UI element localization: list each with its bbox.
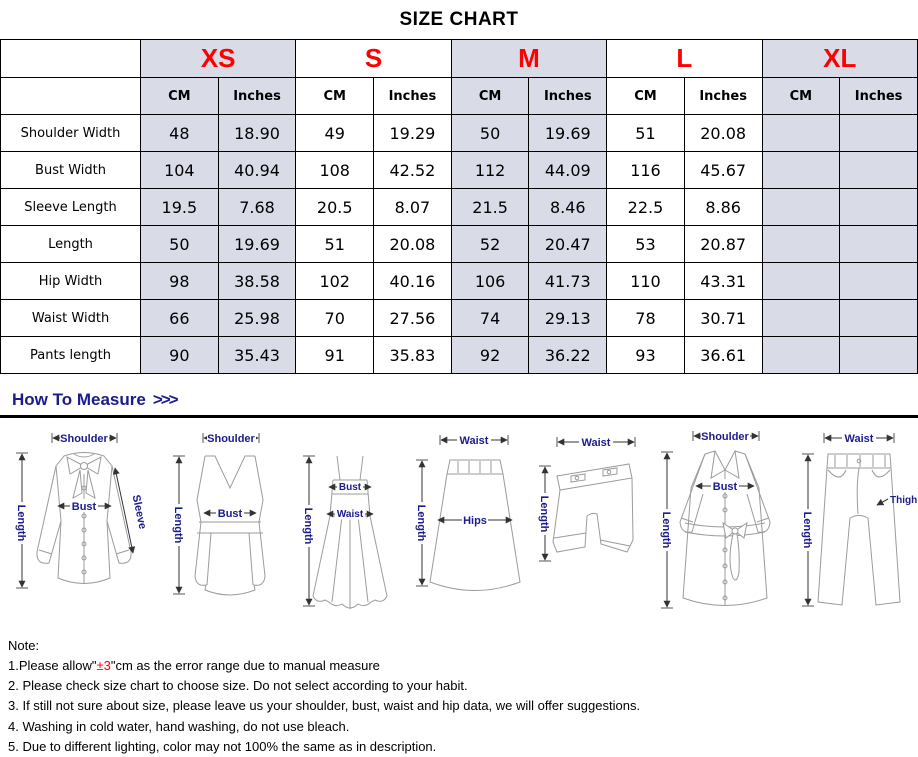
value-cell: 20.47	[529, 226, 607, 263]
value-cell: 51	[607, 115, 685, 152]
value-cell: 70	[296, 300, 374, 337]
value-cell: 20.5	[296, 189, 374, 226]
value-cell: 22.5	[607, 189, 685, 226]
notes-section	[0, 626, 918, 757]
value-cell: 30.71	[684, 300, 762, 337]
note-line: 2. Please check size chart to choose size. Do not select according to your habit.	[8, 678, 468, 694]
unit-header: Inches	[218, 78, 296, 115]
note-line: 3. If still not sure about size, please leave us your shoulder, bust, waist and hip data, we will offer suggestions.	[8, 698, 641, 714]
value-cell: 44.09	[529, 152, 607, 189]
size-table-body	[1, 115, 918, 374]
value-cell: 19.5	[141, 189, 219, 226]
value-cell: 108	[296, 152, 374, 189]
value-cell: 20.08	[374, 226, 452, 263]
value-cell	[762, 263, 840, 300]
value-cell: 36.22	[529, 337, 607, 374]
measure-label-bust: Bust	[713, 481, 738, 493]
unit-header: CM	[451, 78, 529, 115]
unit-header: CM	[141, 78, 219, 115]
value-cell	[840, 115, 918, 152]
figure-blouse	[0, 426, 160, 626]
measure-label-length: Length	[171, 506, 184, 544]
corner-cell-2	[1, 78, 141, 115]
measure-label-sleeve: Sleeve	[129, 493, 149, 531]
value-cell: 25.98	[218, 300, 296, 337]
size-header-l: L	[607, 40, 762, 78]
unit-header: Inches	[684, 78, 762, 115]
notes-list	[8, 676, 918, 757]
row-label: Pants length	[1, 337, 141, 374]
value-cell: 40.16	[374, 263, 452, 300]
measure-label-length: Length	[15, 504, 27, 542]
measure-label-waist: Waist	[581, 437, 611, 449]
value-cell: 98	[141, 263, 219, 300]
figure-pants	[790, 426, 918, 626]
unit-header: Inches	[374, 78, 452, 115]
value-cell: 52	[451, 226, 529, 263]
note-line: 4. Washing in cold water, hand washing, do not use bleach.	[8, 718, 350, 734]
measure-label-waist: Waist	[459, 435, 489, 447]
figure-coat	[647, 426, 787, 626]
value-cell: 112	[451, 152, 529, 189]
value-cell	[762, 189, 840, 226]
measure-label-length: Length	[537, 495, 550, 533]
how-to-measure-text: How To Measure	[12, 390, 146, 409]
value-cell: 43.31	[684, 263, 762, 300]
measure-label-shoulder: Shoulder	[60, 433, 108, 445]
measure-label-bust: Bust	[71, 501, 97, 513]
measure-label-length: Length	[800, 511, 813, 549]
row-label: Sleeve Length	[1, 189, 141, 226]
value-cell: 110	[607, 263, 685, 300]
row-label: Waist Width	[1, 300, 141, 337]
value-cell	[762, 115, 840, 152]
measure-label-length: Length	[660, 511, 673, 549]
unit-header: CM	[762, 78, 840, 115]
value-cell: 102	[296, 263, 374, 300]
measure-label-thigh: Thigh	[889, 495, 918, 506]
value-cell: 42.52	[374, 152, 452, 189]
measure-label-waist: Waist	[844, 433, 874, 445]
table-row	[1, 300, 918, 337]
measure-label-bust: Bust	[217, 508, 242, 520]
value-cell	[840, 152, 918, 189]
size-header-xl: XL	[762, 40, 918, 78]
table-row	[1, 337, 918, 374]
size-header-xs: XS	[141, 40, 296, 78]
value-cell: 41.73	[529, 263, 607, 300]
unit-header-row-tr	[1, 78, 918, 115]
value-cell: 7.68	[218, 189, 296, 226]
value-cell: 35.83	[374, 337, 452, 374]
value-cell: 92	[451, 337, 529, 374]
corner-cell	[1, 40, 141, 78]
measure-figures	[0, 426, 918, 626]
notes-heading: Note:	[8, 638, 40, 653]
value-cell: 50	[141, 226, 219, 263]
value-cell	[762, 152, 840, 189]
measure-label-shoulder: Shoulder	[701, 431, 750, 443]
measure-label-hips: Hips	[463, 515, 487, 527]
value-cell: 8.86	[684, 189, 762, 226]
value-cell	[840, 189, 918, 226]
figure-shorts	[527, 426, 645, 626]
value-cell	[840, 263, 918, 300]
row-label: Shoulder Width	[1, 115, 141, 152]
row-label: Hip Width	[1, 263, 141, 300]
value-cell: 91	[296, 337, 374, 374]
value-cell: 51	[296, 226, 374, 263]
row-label: Length	[1, 226, 141, 263]
value-cell: 8.46	[529, 189, 607, 226]
table-row	[1, 226, 918, 263]
value-cell: 21.5	[451, 189, 529, 226]
value-cell: 18.90	[218, 115, 296, 152]
value-cell: 27.56	[374, 300, 452, 337]
size-chart-table	[0, 39, 918, 374]
value-cell: 50	[451, 115, 529, 152]
value-cell: 19.69	[529, 115, 607, 152]
size-header-s: S	[296, 40, 451, 78]
value-cell	[840, 300, 918, 337]
size-header-row-tr	[1, 40, 918, 78]
value-cell: 90	[141, 337, 219, 374]
value-cell: 35.43	[218, 337, 296, 374]
figure-cami-dress	[295, 426, 403, 626]
how-to-measure-heading	[0, 374, 918, 415]
size-header-m: M	[451, 40, 606, 78]
page-title: SIZE CHART	[399, 9, 519, 30]
unit-header: Inches	[840, 78, 918, 115]
unit-header: CM	[296, 78, 374, 115]
value-cell: 53	[607, 226, 685, 263]
value-cell	[762, 300, 840, 337]
value-cell: 20.08	[684, 115, 762, 152]
measure-label-shoulder: Shoulder	[206, 433, 255, 445]
value-cell: 78	[607, 300, 685, 337]
value-cell: 49	[296, 115, 374, 152]
measure-label-bust: Bust	[339, 482, 362, 493]
value-cell: 74	[451, 300, 529, 337]
note-line: 5. Due to different lighting, color may not 100% the same as in description.	[8, 738, 437, 754]
value-cell	[840, 337, 918, 374]
value-cell: 93	[607, 337, 685, 374]
table-row	[1, 115, 918, 152]
measure-label-length: Length	[302, 507, 315, 545]
value-cell: 116	[607, 152, 685, 189]
chevron-right-icon: >>>	[152, 390, 177, 409]
measure-label-waist: Waist	[337, 509, 364, 520]
table-row	[1, 189, 918, 226]
figure-tank-top	[163, 426, 293, 626]
figure-skirt	[406, 426, 524, 626]
value-cell: 19.69	[218, 226, 296, 263]
note-error-range: ±3	[96, 658, 111, 674]
note-line-1: 1.Please allow"±3"cm as the error range due to manual measure	[8, 658, 380, 674]
row-label: Bust Width	[1, 152, 141, 189]
table-row	[1, 263, 918, 300]
value-cell: 40.94	[218, 152, 296, 189]
value-cell: 20.87	[684, 226, 762, 263]
value-cell: 45.67	[684, 152, 762, 189]
value-cell: 66	[141, 300, 219, 337]
measure-label-length: Length	[414, 504, 427, 542]
value-cell: 38.58	[218, 263, 296, 300]
table-row	[1, 152, 918, 189]
unit-header: Inches	[529, 78, 607, 115]
value-cell: 36.61	[684, 337, 762, 374]
unit-header: CM	[607, 78, 685, 115]
divider-rule	[0, 415, 918, 418]
value-cell	[762, 337, 840, 374]
value-cell: 19.29	[374, 115, 452, 152]
value-cell	[840, 226, 918, 263]
value-cell: 104	[141, 152, 219, 189]
value-cell: 29.13	[529, 300, 607, 337]
value-cell: 48	[141, 115, 219, 152]
value-cell	[762, 226, 840, 263]
value-cell: 106	[451, 263, 529, 300]
value-cell: 8.07	[374, 189, 452, 226]
